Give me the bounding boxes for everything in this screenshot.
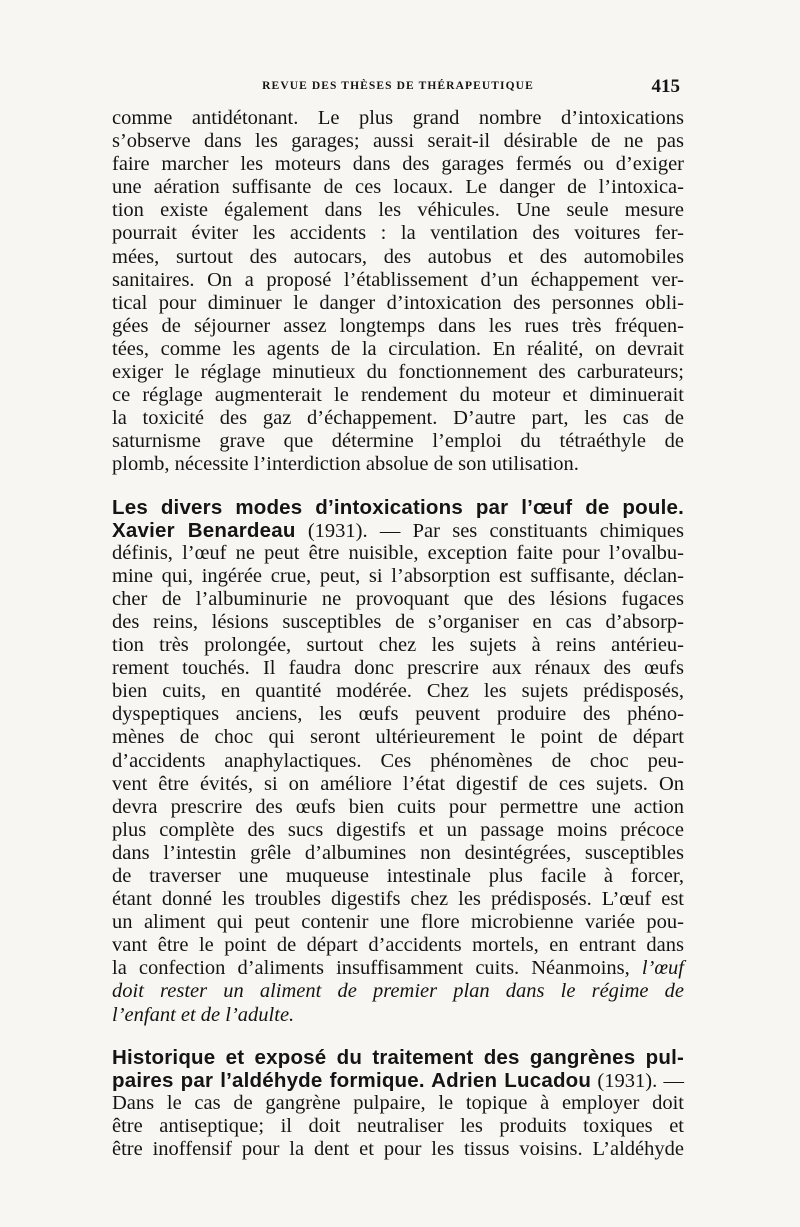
text-line: mine qui, ingérée crue, peut, si l’absorption est suffisante, déclan- [112, 564, 684, 587]
text-line: plus complète des sucs digestifs et un passage moins précoce [112, 818, 684, 841]
text-line: d’accidents anaphylactiques. Ces phénomènes de choc peu- [112, 749, 684, 772]
running-title: REVUE DES THÈSES DE THÉRAPEUTIQUE [262, 80, 534, 92]
text-line: dyspeptiques anciens, les œufs peuvent produire des phéno- [112, 703, 684, 726]
text-line: mées, surtout des autocars, des autobus et des automobiles [112, 245, 684, 268]
text-line: ce réglage augmenterait le rendement du moteur et diminuerait [112, 384, 684, 407]
author-name: Xavier Benardeau [112, 518, 296, 542]
text-line: gées de séjourner assez longtemps dans les rues très fréquen- [112, 314, 684, 337]
text-line: faire marcher les moteurs dans des garages fermés ou d’exiger [112, 153, 684, 176]
text-line: de traverser une muqueuse intestinale plus facile à forcer, [112, 865, 684, 887]
author-line [112, 519, 684, 542]
text-line: cher de l’albuminurie ne provoquant que des lésions fugaces [112, 587, 684, 610]
heading-continued: paires par l’aldéhyde formique. Adrien Lucadou [112, 1068, 592, 1092]
text-line [112, 957, 684, 980]
text-line: bien cuits, en quantité modérée. Chez les sujets prédisposés, [112, 680, 684, 703]
text-line: s’observe dans les garages; aussi serait-il désirable de ne pas [112, 130, 684, 153]
italic-conclusion-end: l’enfant et de l’adulte. [112, 1003, 295, 1026]
page-header [112, 76, 684, 100]
text-line: plomb, nécessite l’interdiction absolue de son utilisation. [112, 453, 579, 476]
text-line: vant être le point de départ d’accidents mortels, en entrant dans [112, 934, 684, 957]
text-line: rement touchés. Il faudra donc prescrire aux rénaux des œufs [112, 657, 684, 680]
text-line: un aliment qui peut contenir une flore microbienne variée pou- [112, 911, 684, 934]
text-line: définis, l’œuf ne peut être nuisible, exception faite pour l’ovalbu- [112, 541, 684, 564]
text-line: devra prescrire des œufs bien cuits pour permettre une action [112, 795, 684, 818]
text-line: mènes de choc qui seront ultérieurement le point de départ [112, 726, 684, 749]
text-line: des reins, lésions susceptibles de s’organiser en cas d’absorp- [112, 610, 684, 633]
text-line: être inoffensif pour la dent et pour les tissus voisins. L’aldéhyde [112, 1138, 684, 1161]
text-line: tion existe également dans les véhicules. Une seule mesure [112, 199, 684, 222]
text-line: pourrait éviter les accidents : la ventilation des voitures fer- [112, 222, 684, 245]
text-line: sanitaires. On a proposé l’établissement d’un échappement ver- [112, 268, 684, 291]
text-line: une aération suffisante de ces locaux. Le danger de l’intoxica- [112, 176, 684, 199]
text-before-italic: la confection d’aliments insuffisamment cuits. Néanmoins, [112, 957, 642, 980]
author-date: (1931). — Par ses constituants chimiques [295, 519, 684, 542]
italic-conclusion-start: l’œuf [641, 957, 684, 980]
page-number: 415 [651, 76, 680, 97]
section-heading: Les divers modes d’intoxications par l’œuf de poule. [112, 495, 684, 519]
text-line: tion très prolongée, surtout chez les sujets à reins antérieu- [112, 634, 684, 657]
text-line: tical pour diminuer le danger d’intoxication des personnes obli- [112, 291, 684, 314]
paragraph-gangrene-treatment [112, 1046, 684, 1161]
text-line: exiger le réglage minutieux du fonctionnement des carburateurs; [112, 361, 684, 384]
paragraph-carbon-monoxide [112, 107, 684, 477]
author-date: (1931). — [591, 1069, 684, 1092]
text-line: saturnisme grave que détermine l’emploi du tétraéthyle de [112, 430, 684, 453]
text-line: être antiseptique; il doit neutraliser les produits toxiques et [112, 1114, 684, 1137]
text-line: comme antidétonant. Le plus grand nombre d’intoxications [112, 107, 684, 129]
paragraph-gap [112, 1027, 684, 1046]
body-text [112, 107, 684, 1161]
text-line: Dans le cas de gangrène pulpaire, le topique à employer doit [112, 1091, 684, 1114]
paragraph-egg-intoxication [112, 496, 684, 1027]
italic-conclusion: doit rester un aliment de premier plan dans le régime de [112, 980, 684, 1003]
text-line: vent être évités, si on améliore l’état digestif de ces sujets. On [112, 772, 684, 795]
author-line [112, 1069, 684, 1092]
text-line: étant donné les troubles digestifs chez les prédisposés. L’œuf est [112, 888, 684, 911]
paragraph-gap [112, 477, 684, 496]
text-line: dans l’intestin grêle d’albumines non desintégrées, susceptibles [112, 841, 684, 864]
section-heading: Historique et exposé du traitement des gangrènes pul- [112, 1045, 684, 1069]
text-line: tées, comme les agents de la circulation. En réalité, on devrait [112, 337, 684, 360]
text-line: la toxicité des gaz d’échappement. D’autre part, les cas de [112, 407, 684, 430]
